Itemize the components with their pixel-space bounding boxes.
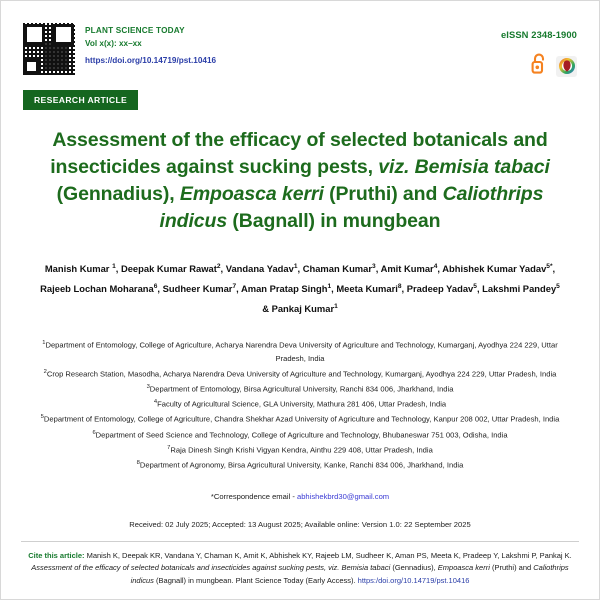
correspondence-label: *Correspondence email - — [210, 491, 297, 501]
title-viz: viz. — [378, 156, 415, 178]
affiliation-text: Department of Entomology, College of Agriculture, Chandra Shekhar Azad University of Agriculture and Technology, Kanpur 208 002, Uttar Pradesh, India — [43, 415, 560, 425]
affiliation-item — [31, 457, 569, 472]
citation-viz: viz. — [328, 563, 342, 573]
author-affiliation-marker: 3 — [372, 263, 376, 270]
title-line-1: Assessment of the efficacy of selected botanicals and insecticides — [50, 129, 548, 178]
affiliation-marker: 2 — [43, 368, 47, 375]
affiliation-item — [31, 396, 569, 411]
title-species-2a: Empoasca — [179, 183, 277, 205]
affiliation-text: Faculty of Agricultural Science, GLA University, Mathura 281 406, Uttar Pradesh, India — [157, 399, 447, 409]
affiliation-marker: 7 — [167, 445, 171, 452]
affiliation-marker: 1 — [42, 340, 46, 347]
journal-name: PLANT SCIENCE TODAY — [85, 26, 185, 35]
page-title — [21, 127, 579, 235]
masthead — [15, 1, 585, 79]
correspondence-email-link[interactable]: abhishekbrd30@gmail.com — [296, 491, 390, 501]
author-affiliation-marker: 6 — [153, 283, 158, 291]
citation-doi-link[interactable]: https:/doi.org/10.14719/pst.10416 — [357, 575, 470, 585]
article-type-badge: RESEARCH ARTICLE — [23, 90, 138, 110]
citation-species-3: Caliothrips indicus — [130, 563, 569, 585]
journal-doi-link[interactable]: https://doi.org/10.14719/pst.10416 — [85, 56, 217, 65]
author-affiliation-marker: 5 — [556, 283, 560, 291]
affiliation-list — [31, 337, 569, 472]
citation-divider — [21, 541, 579, 542]
author-name: Aman Pratap Singh — [240, 283, 328, 295]
author-name: Abhishek Kumar Yadav — [442, 263, 547, 275]
author-name: Lakshmi Pandey — [482, 283, 557, 295]
author-line-1: Manish Kumar $^1$, Deepak Kumar Rawat$^2$, Vandana Yadav$^1$, Chaman Kumar$^3$, Amit Kumar$^4$, Abhishek Kumar Yadav$^{5*}$, — [44, 263, 556, 275]
citation-mid-3: (Bagnall) in mungbean. — [153, 575, 236, 585]
author-name: Deepak Kumar Rawat — [120, 263, 217, 275]
journal-logo-icon[interactable] — [556, 56, 577, 77]
masthead-right — [501, 23, 577, 79]
open-access-icon[interactable] — [531, 53, 547, 79]
affiliation-text: Department of Seed Science and Technology, College of Agriculture and Technology, Bhubaneswar 751 003, Odisha, India — [95, 430, 508, 440]
qr-code-icon[interactable] — [23, 23, 75, 75]
affiliation-marker: 5 — [40, 414, 44, 421]
title-line-2-prefix: against sucking pests, — [165, 156, 379, 178]
author-affiliation-marker: 2 — [216, 263, 221, 270]
citation-species-2: Empoasca kerri — [437, 563, 490, 573]
affiliation-item — [31, 366, 569, 381]
correspondence — [15, 492, 585, 501]
title-species-2b: kerri — [281, 183, 324, 205]
author-affiliation-marker: 5 — [473, 283, 477, 291]
author-list — [37, 258, 563, 318]
title-species-1: Bemisia tabaci — [414, 156, 550, 178]
author-name: Chaman Kumar — [302, 263, 373, 275]
author-name: Amit Kumar — [380, 263, 434, 275]
affiliation-text: Crop Research Station, Masodha, Acharya Narendra Deva University of Agriculture and Technology, Kumarganj, Ayodhya 224 229, Uttar Pradesh, India — [46, 369, 557, 379]
citation-authors: Manish K, Deepak KR, Vandana Y, Chaman K, Amit K, Abhishek KY, Rajeeb LM, Sudheer K, Aman PS, Meeta K, Pradeep Y, Lakshmi P, Pankaj K. — [86, 550, 572, 560]
affiliation-item — [31, 381, 569, 396]
affiliation-item — [31, 427, 569, 442]
citation-journal: Plant Science Today (Early Access). — [235, 575, 358, 585]
affiliation-text: Department of Agronomy, Birsa Agricultural University, Kanke, Ranchi 834 006, Jharkhand, India — [139, 461, 464, 470]
affiliation-marker: 8 — [136, 460, 140, 467]
author-affiliation-marker: 1 — [327, 283, 332, 291]
title-line-3-mid: (Pruthi) and — [323, 183, 443, 205]
affiliation-marker: 4 — [153, 399, 158, 406]
author-affiliation-marker: 1 — [293, 263, 298, 270]
masthead-badges — [501, 53, 577, 79]
author-name: Pankaj Kumar — [271, 303, 335, 315]
eissn-label: eISSN 2348-1900 — [500, 29, 577, 40]
author-name: Pradeep Yadav — [406, 283, 474, 295]
title-line-3-suffix: (Bagnall) in mungbean — [227, 210, 441, 232]
author-affiliation-marker: 8 — [397, 283, 402, 291]
author-name: Rajeeb Lochan Moharana — [40, 283, 154, 295]
author-name: Sudheer Kumar — [162, 283, 233, 295]
journal-info — [85, 23, 216, 68]
publication-dates: Received: 02 July 2025; Accepted: 13 August 2025; Available online: Version 1.0: 22 September 2025 — [129, 519, 471, 529]
author-name: Meeta Kumari — [336, 283, 398, 295]
author-affiliation-marker: 5* — [546, 263, 553, 270]
affiliation-item — [31, 337, 569, 365]
title-line-2-mid: (Gennadius), — [56, 183, 180, 205]
title-species-3: Caliothrips indicus — [159, 183, 544, 232]
citation-mid-1: (Gennadius), — [390, 563, 438, 573]
author-name: Manish Kumar — [44, 263, 113, 275]
citation-mid-2: (Pruthi) and — [489, 563, 534, 573]
affiliation-marker: 3 — [146, 383, 150, 390]
author-affiliation-marker: 7 — [232, 283, 237, 291]
author-affiliation-marker: 4 — [433, 263, 438, 270]
affiliation-marker: 6 — [92, 429, 96, 436]
affiliation-text: Raja Dinesh Singh Krishi Vigyan Kendra, Ainthu 229 408, Uttar Pradesh, India — [170, 445, 433, 455]
affiliation-item — [31, 411, 569, 426]
affiliation-text: Department of Entomology, Birsa Agricultural University, Ranchi 834 006, Jharkhand, India — [149, 384, 454, 394]
author-line-2: Rajeeb Lochan Moharana$^6$, Sudheer Kumar$^7$, Aman Pratap Singh$^1$, Meeta Kumari$^8$, Pradeep Yadav$^5$, Lakshmi Pandey$^5$ & Pankaj Kumar$^1$ — [40, 283, 560, 315]
masthead-left — [23, 23, 216, 75]
author-affiliation-marker: 1 — [112, 263, 116, 270]
citation-species-1: Bemisia tabaci — [341, 563, 391, 573]
journal-volume: Vol x(x): xx–xx — [85, 39, 142, 48]
citation-title: Assessment of the efficacy of selected botanicals and insecticides against sucking pests, — [31, 563, 329, 573]
author-name: Vandana Yadav — [225, 263, 294, 275]
affiliation-text: Department of Entomology, College of Agriculture, Acharya Narendra Deva University of Agriculture and Technology, Kumarganj, Ayodhya 224 229, Uttar Pradesh, India — [45, 340, 558, 363]
author-affiliation-marker: 1 — [334, 303, 338, 311]
affiliation-item — [31, 442, 569, 457]
citation-label: Cite this article: — [28, 550, 87, 560]
citation-block — [25, 550, 575, 588]
